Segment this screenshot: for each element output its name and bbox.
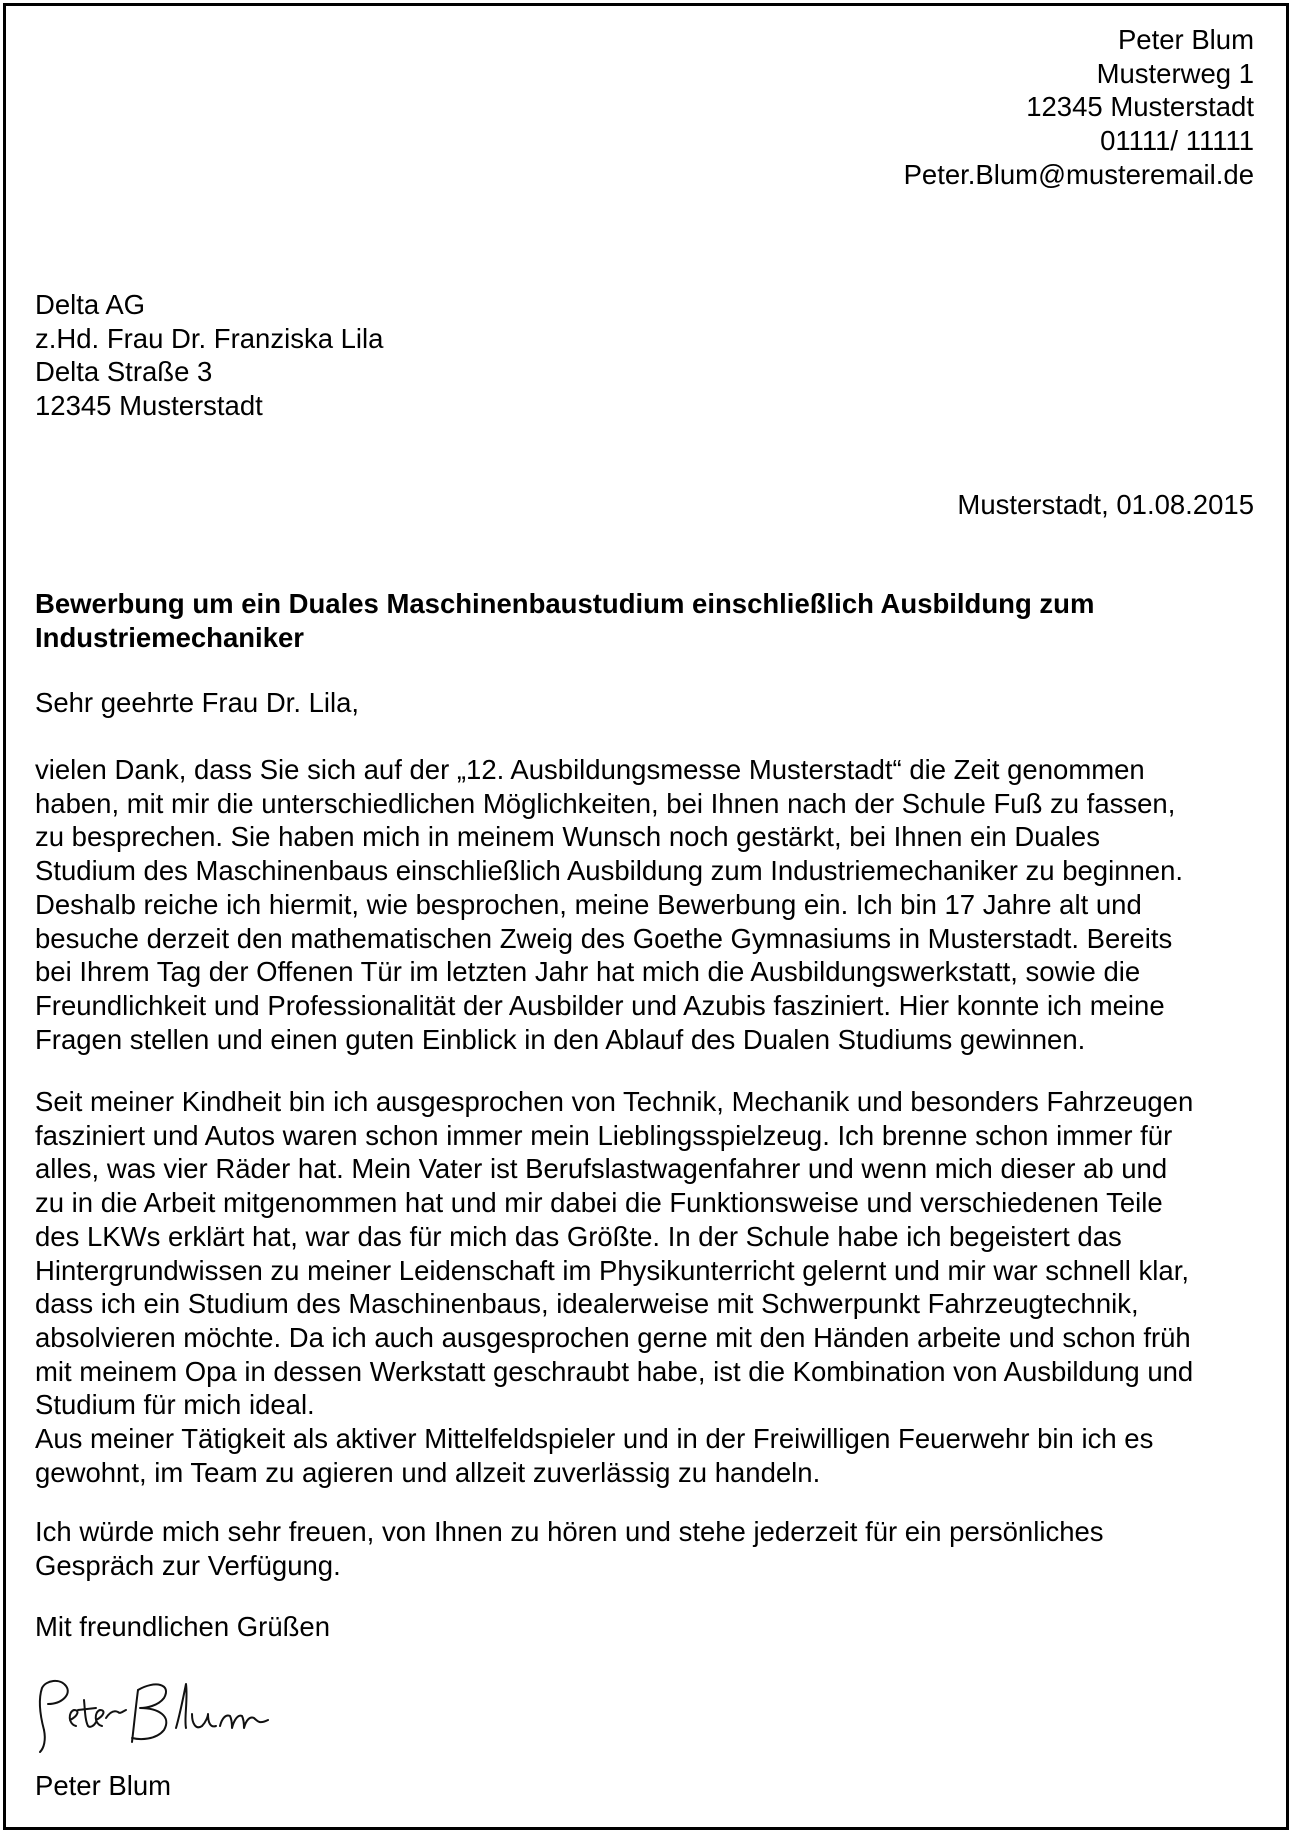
body-line: absolvieren möchte. Da ich auch ausgesprochen gerne mit den Händen arbeite und schon früh (35, 1321, 1191, 1353)
body-line: Deshalb reiche ich hiermit, wie besprochen, meine Bewerbung ein. Ich bin 17 Jahre alt und (35, 888, 1142, 920)
body-line: dass ich ein Studium des Maschinenbaus, idealerweise mit Schwerpunkt Fahrzeugtechnik, (35, 1288, 1139, 1320)
body-line: Hintergrundwissen zu meiner Leidenschaft im Physikunterricht gelernt und mir war schnell klar, (35, 1254, 1189, 1286)
body-line: mit meinem Opa in dessen Werkstatt geschraubt habe, ist die Kombination von Ausbildung und (35, 1355, 1194, 1387)
recipient-attention: z.Hd. Frau Dr. Franziska Lila (35, 322, 384, 354)
body-line: zu besprechen. Sie haben mich in meinem Wunsch noch gestärkt, bei Ihnen ein Duales (35, 821, 1100, 853)
body-line: haben, mit mir die unterschiedlichen Möglichkeiten, bei Ihnen nach der Schule Fuß zu fassen, (35, 787, 1176, 819)
recipient-street: Delta Straße 3 (35, 356, 213, 388)
body-line: fasziniert und Autos waren schon immer mein Lieblingsspielzeug. Ich brenne schon immer für (35, 1119, 1173, 1151)
body-paragraph-2 (35, 1085, 1193, 1489)
body-line: Freundlichkeit und Professionalität der Ausbilder und Azubis fasziniert. Hier konnte ich meine (35, 989, 1165, 1021)
body-line: Ich würde mich sehr freuen, von Ihnen zu hören und stehe jederzeit für ein persönliches (35, 1516, 1104, 1547)
body-paragraph-1 (35, 753, 1183, 1056)
sender-name: Peter Blum (1117, 24, 1254, 55)
letter-subject (35, 587, 1094, 654)
body-line: vielen Dank, dass Sie sich auf der „12. Ausbildungsmesse Musterstadt“ die Zeit genommen (35, 754, 1145, 785)
recipient-address (35, 288, 383, 423)
sender-city: 12345 Musterstadt (1026, 91, 1254, 123)
sender-address (904, 23, 1254, 192)
body-line: Gespräch zur Verfügung. (35, 1549, 341, 1581)
sender-phone: 01111/ 11111 (1100, 125, 1254, 157)
body-line: Studium des Maschinenbaus einschließlich Ausbildung zum Industriemechaniker zu beginnen. (35, 855, 1184, 887)
body-paragraph-3 (35, 1515, 1104, 1582)
body-line: zu in die Arbeit mitgenommen hat und mir dabei die Funktionsweise und verschiedenen Teile (35, 1187, 1163, 1219)
body-line: Fragen stellen und einen guten Einblick in den Ablauf des Dualen Studiums gewinnen. (35, 1023, 1086, 1055)
subject-line: Bewerbung um ein Duales Maschinenbaustudium einschließlich Ausbildung zum (35, 588, 1095, 619)
body-line: bei Ihrem Tag der Offenen Tür im letzten Jahr hat mich die Ausbildungswerkstatt, sowie die (35, 956, 1141, 988)
body-line: Studium für mich ideal. (35, 1389, 315, 1421)
handwritten-signature (30, 1670, 290, 1760)
body-line: alles, was vier Räder hat. Mein Vater ist Berufslastwagenfahrer und wenn mich dieser ab und (35, 1153, 1168, 1185)
body-line: besuche derzeit den mathematischen Zweig des Goethe Gymnasiums in Musterstadt. Bereits (35, 922, 1173, 954)
subject-line: Industriemechaniker (35, 621, 304, 653)
recipient-company: Delta AG (35, 289, 146, 320)
body-line: Aus meiner Tätigkeit als aktiver Mittelfeldspieler und in der Freiwilligen Feuerwehr bin ich es (35, 1423, 1154, 1455)
sender-email: Peter.Blum@musteremail.de (903, 158, 1254, 190)
body-line: gewohnt, im Team zu agieren und allzeit zuverlässig zu handeln. (35, 1456, 821, 1488)
salutation: Sehr geehrte Frau Dr. Lila, (35, 687, 360, 718)
signer-name: Peter Blum (35, 1770, 172, 1801)
body-line: Seit meiner Kindheit bin ich ausgesprochen von Technik, Mechanik und besonders Fahrzeugen (35, 1086, 1194, 1117)
body-line: des LKWs erklärt hat, war das für mich das Größte. In der Schule habe ich begeistert das (35, 1220, 1122, 1252)
sender-street: Musterweg 1 (1096, 57, 1254, 89)
recipient-city: 12345 Musterstadt (35, 390, 263, 422)
letter-date: Musterstadt, 01.08.2015 (957, 489, 1254, 520)
closing-phrase: Mit freundlichen Grüßen (35, 1611, 330, 1642)
